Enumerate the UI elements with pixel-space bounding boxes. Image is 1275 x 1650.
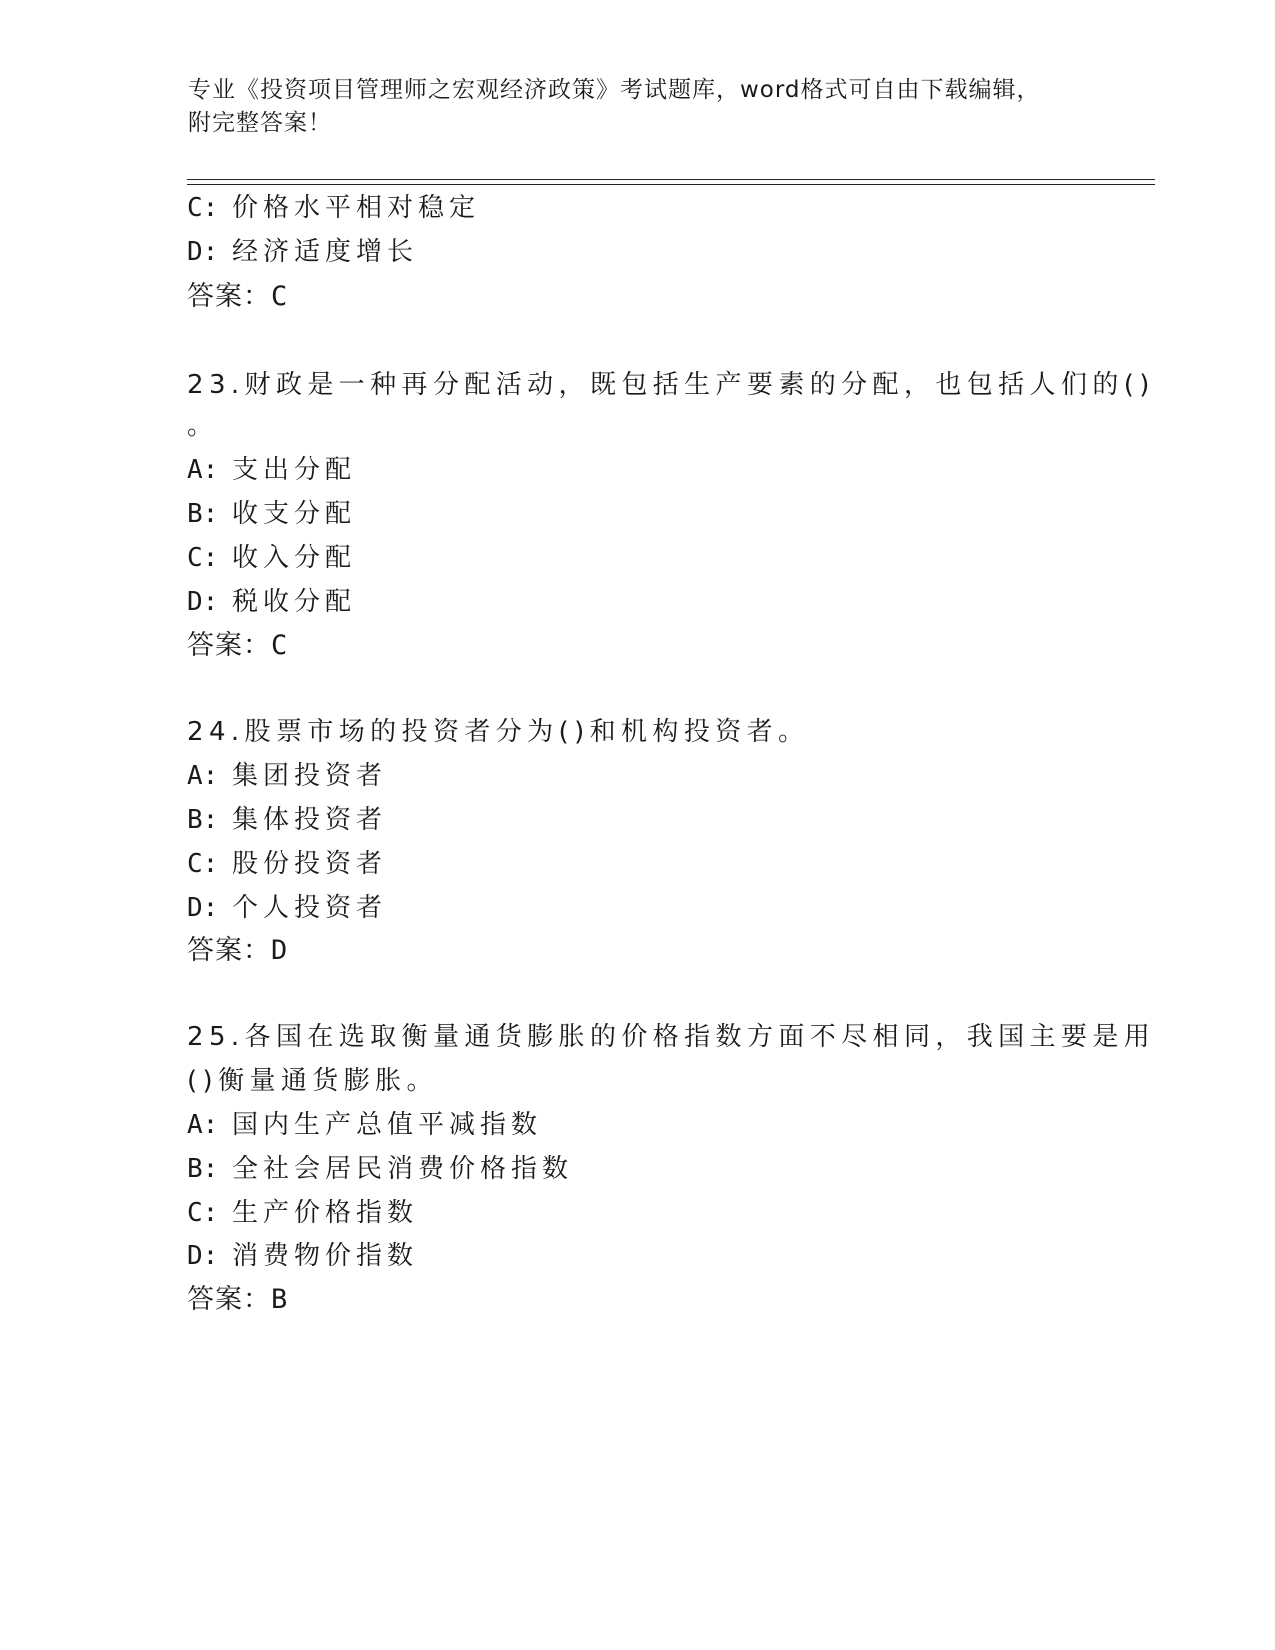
option-text: 支出分配 <box>232 455 357 485</box>
option-label: B: <box>187 1154 219 1184</box>
option-label: D: <box>187 237 219 267</box>
header-divider-bottom <box>187 184 1155 185</box>
option-text: 收入分配 <box>232 543 357 573</box>
option-label: C: <box>187 849 219 879</box>
option-label: A: <box>187 761 219 791</box>
answer-label: 答案： <box>187 281 271 312</box>
answer-line <box>187 630 288 662</box>
option-text: 生产价格指数 <box>232 1198 419 1228</box>
option-text: 国内生产总值平减指数 <box>232 1110 543 1140</box>
option-label: B: <box>187 499 219 529</box>
option-label: A: <box>187 455 219 485</box>
answer-line <box>187 281 288 313</box>
answer-label: 答案： <box>187 630 271 661</box>
header-line-1: 专业《投资项目管理师之宏观经济政策》考试题库，word格式可自由下载编辑， <box>188 77 1041 103</box>
option-text: 消费物价指数 <box>232 1241 419 1271</box>
option-item <box>187 1153 573 1185</box>
header-divider-top <box>187 179 1155 180</box>
header-line-2: 附完整答案！ <box>188 110 332 136</box>
option-item <box>187 804 387 836</box>
option-label: D: <box>187 1241 219 1271</box>
option-label: C: <box>187 1198 219 1228</box>
option-item <box>187 1240 418 1272</box>
option-item <box>187 192 480 224</box>
option-text: 收支分配 <box>232 499 357 529</box>
option-item <box>187 236 418 268</box>
answer-value: D <box>271 935 289 966</box>
option-label: D: <box>187 893 219 923</box>
question-stem-continued: 。 <box>187 411 219 441</box>
answer-value: B <box>271 1284 289 1315</box>
option-item <box>187 542 356 574</box>
question-stem: 23.财政是一种再分配活动，既包括生产要素的分配，也包括人们的() <box>187 370 1155 400</box>
option-label: B: <box>187 805 219 835</box>
option-item <box>187 1197 418 1229</box>
option-item <box>187 498 356 530</box>
answer-value: C <box>271 630 289 661</box>
option-label: C: <box>187 193 219 223</box>
option-label: D: <box>187 587 219 617</box>
answer-label: 答案： <box>187 1284 271 1315</box>
option-text: 个人投资者 <box>232 893 388 923</box>
question-stem-continued: ()衡量通货膨胀。 <box>187 1066 438 1096</box>
answer-label: 答案： <box>187 935 271 966</box>
option-text: 经济适度增长 <box>232 237 419 267</box>
option-label: A: <box>187 1110 219 1140</box>
option-item <box>187 586 356 618</box>
question-stem: 25.各国在选取衡量通货膨胀的价格指数方面不尽相同，我国主要是用 <box>187 1022 1156 1052</box>
option-item <box>187 848 387 880</box>
answer-line <box>187 935 288 967</box>
option-text: 集体投资者 <box>232 805 388 835</box>
option-text: 集团投资者 <box>232 761 388 791</box>
question-stem: 24.股票市场的投资者分为()和机构投资者。 <box>187 717 810 747</box>
option-text: 全社会居民消费价格指数 <box>232 1154 574 1184</box>
document-header <box>188 74 1088 140</box>
option-item <box>187 760 387 792</box>
option-text: 股份投资者 <box>232 849 388 879</box>
answer-line <box>187 1284 288 1316</box>
option-item <box>187 892 387 924</box>
answer-value: C <box>271 281 289 312</box>
option-text: 价格水平相对稳定 <box>232 193 481 223</box>
option-label: C: <box>187 543 219 573</box>
option-item <box>187 1109 542 1141</box>
option-item <box>187 454 356 486</box>
option-text: 税收分配 <box>232 587 357 617</box>
